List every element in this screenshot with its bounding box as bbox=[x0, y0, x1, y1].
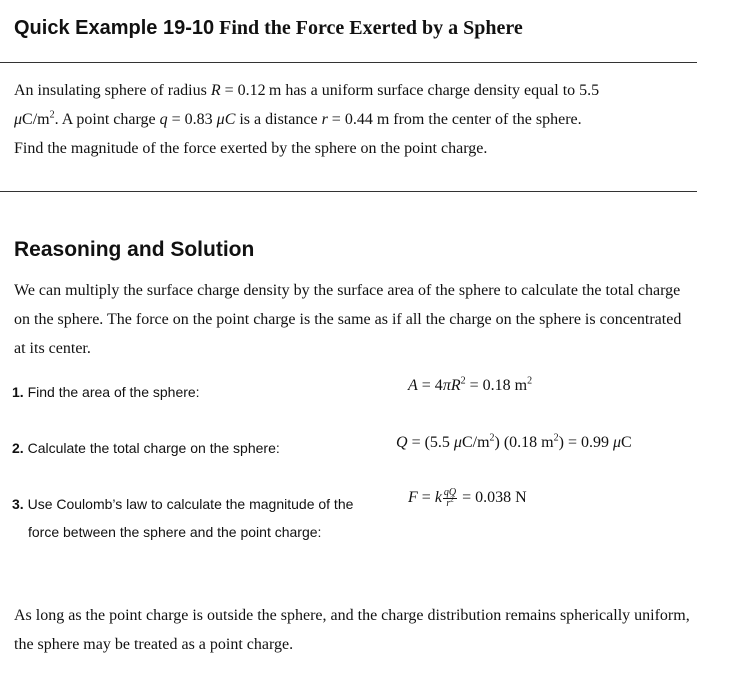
step-3: 3. Use Coulomb’s law to calculate the magnitude of the force between the sphere and the point charge: bbox=[12, 496, 354, 540]
example-number: Quick Example 19-10 bbox=[14, 17, 215, 39]
step-1-equation: $A = 4\pi R^2 = 0.18$ $m^2$ bbox=[408, 375, 533, 394]
problem-statement: An insulating sphere of radius R = 0.12 m has a uniform surface charge density equal to 5.5 $\mu C/m^2$. A point charge q = 0.83 μC is a distance r = 0.44 m from the center of the sphere. Find the magnitude of the force exerted by the sphere on the point charge. bbox=[14, 82, 600, 157]
section-heading: Reasoning and Solution bbox=[14, 238, 255, 261]
divider-bottom bbox=[0, 191, 697, 192]
step-1: 1. Find the area of the sphere: bbox=[12, 384, 200, 400]
conclusion: As long as the point charge is outside the sphere, and the charge distribution remains spherically uniform, the sphere may be treated as a point charge. bbox=[14, 607, 690, 653]
solution-intro: We can multiply the surface charge density by the surface area of the sphere to calculate the total charge on the sphere. The force on the point charge is the same as if all the charge on the sphere is concentrated at its center. bbox=[14, 282, 682, 357]
step-2: 2. Calculate the total charge on the sphere: bbox=[12, 440, 280, 456]
coulomb-fraction: $\frac{qQ}{r^2}$ bbox=[443, 487, 457, 509]
step-2-equation: Q = (5.5 $\mu C/m^2$) (0.18 $m^2) = 0.99$ μC bbox=[396, 432, 632, 451]
step-3-equation: F = k $\frac{qQ}{r^2}$ = 0.038 N bbox=[408, 487, 527, 509]
divider-top bbox=[0, 62, 697, 63]
page-title bbox=[14, 17, 523, 40]
example-title: Find the Force Exerted by a Sphere bbox=[219, 17, 523, 39]
